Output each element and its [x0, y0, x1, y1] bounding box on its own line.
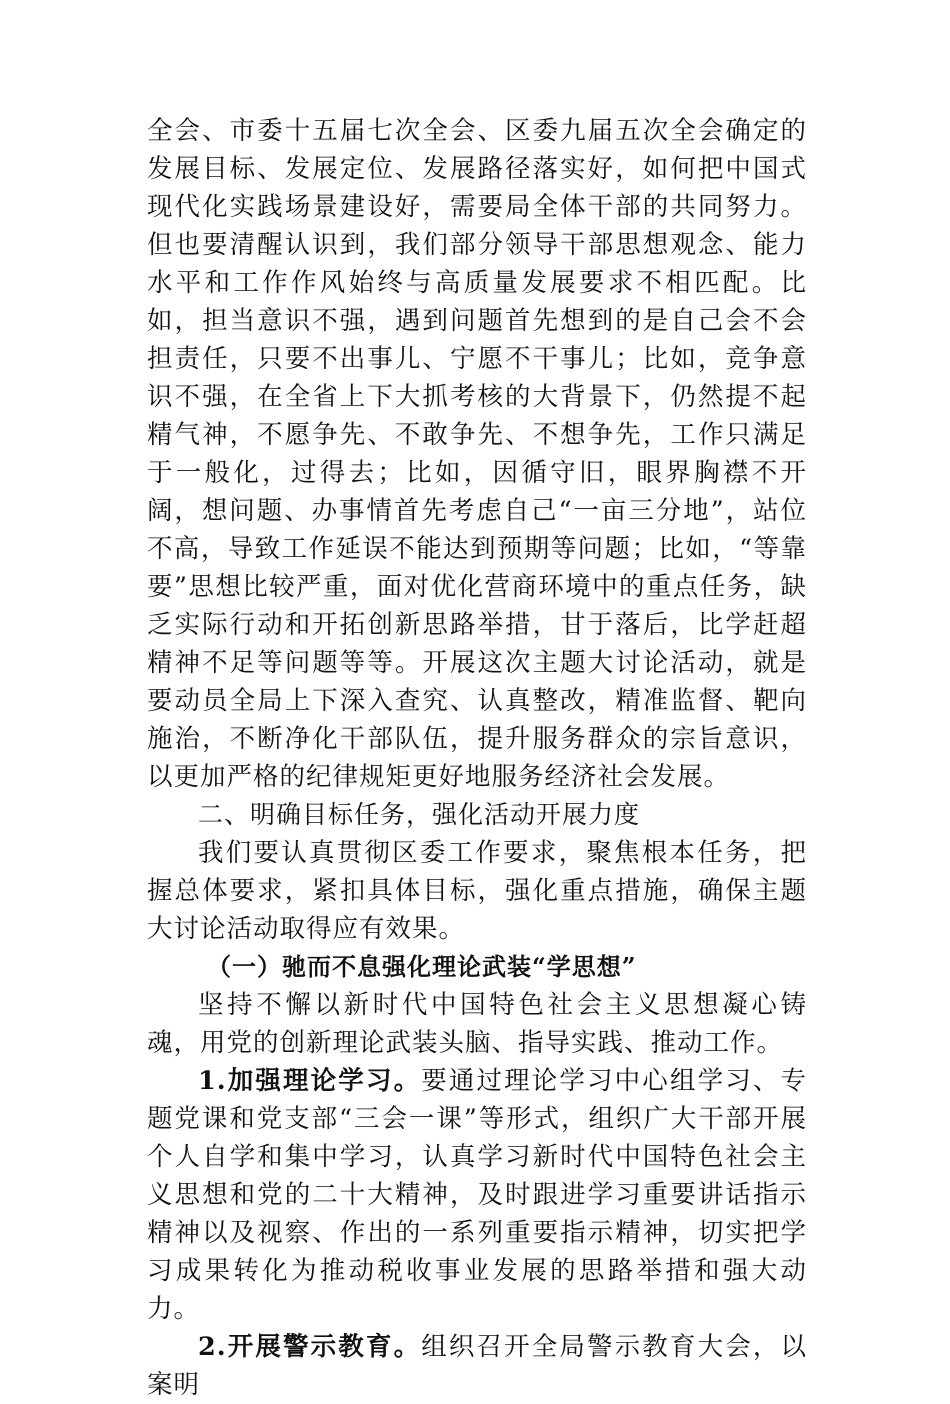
paragraph-study: [147, 1062, 807, 1328]
paragraph-problems: 全会、市委十五届七次全会、区委九届五次全会确定的发展目标、发展定位、发展路径落实好，如何把中国式现代化实践场景建设好，需要局全体干部的共同努力。但也要清醒认识到，我们部分领导干部思想观念、能力水平和工作作风始终与高质量发展要求不相匹配。比如，担当意识不强，遇到问题首先想到的是自己会不会担责任，只要不出事儿、宁愿不干事儿；比如，竞争意识不强，在全省上下大抓考核的大背景下，仍然提不起精气神，不愿争先、不敢争先、不想争先，工作只满足于一般化，过得去；比如，因循守旧，眼界胸襟不开阔，想问题、办事情首先考虑自己“一亩三分地”，站位不高，导致工作延误不能达到预期等问题；比如，“等靠要”思想比较严重，面对优化营商环境中的重点任务，缺乏实际行动和开拓创新思路举措，甘于落后，比学赶超精神不足等问题等等。开展这次主题大讨论活动，就是要动员全局上下深入查究、认真整改，精准监督、靶向施治，不断净化干部队伍，提升服务群众的宗旨意识，以更加严格的纪律规矩更好地服务经济社会发展。: [147, 116, 807, 792]
item-lead-study: 1.加强理论学习。: [198, 1066, 422, 1096]
item-body-study: 要通过理论学习中心组学习、专题党课和党支部“三会一课”等形式，组织广大干部开展个人自学和集中学习，认真学习新时代中国特色社会主义思想和党的二十大精神，及时跟进学习重要讲话指示精神以及视察、作出的一系列重要指示精神，切实把学习成果转化为推动税收事业发展的思路举措和强大动力。: [147, 1066, 807, 1324]
subsection-heading-1: （一）驰而不息强化理论武装“学思想”: [207, 952, 637, 981]
document-page: [147, 112, 807, 1404]
paragraph-requirements: 我们要认真贯彻区委工作要求，聚焦根本任务，把握总体要求，紧扣具体目标，强化重点措施，确保主题大讨论活动取得应有效果。: [147, 838, 807, 944]
item-body-warning: 组织召开全局警示教育大会，以案明: [147, 1332, 807, 1400]
item-lead-warning: 2.开展警示教育。: [198, 1332, 422, 1362]
section-heading-2: 二、明确目标任务，强化活动开展力度: [198, 800, 641, 829]
paragraph-warning: [147, 1328, 807, 1404]
paragraph-theory: 坚持不懈以新时代中国特色社会主义思想凝心铸魂，用党的创新理论武装头脑、指导实践、推动工作。: [147, 990, 807, 1058]
